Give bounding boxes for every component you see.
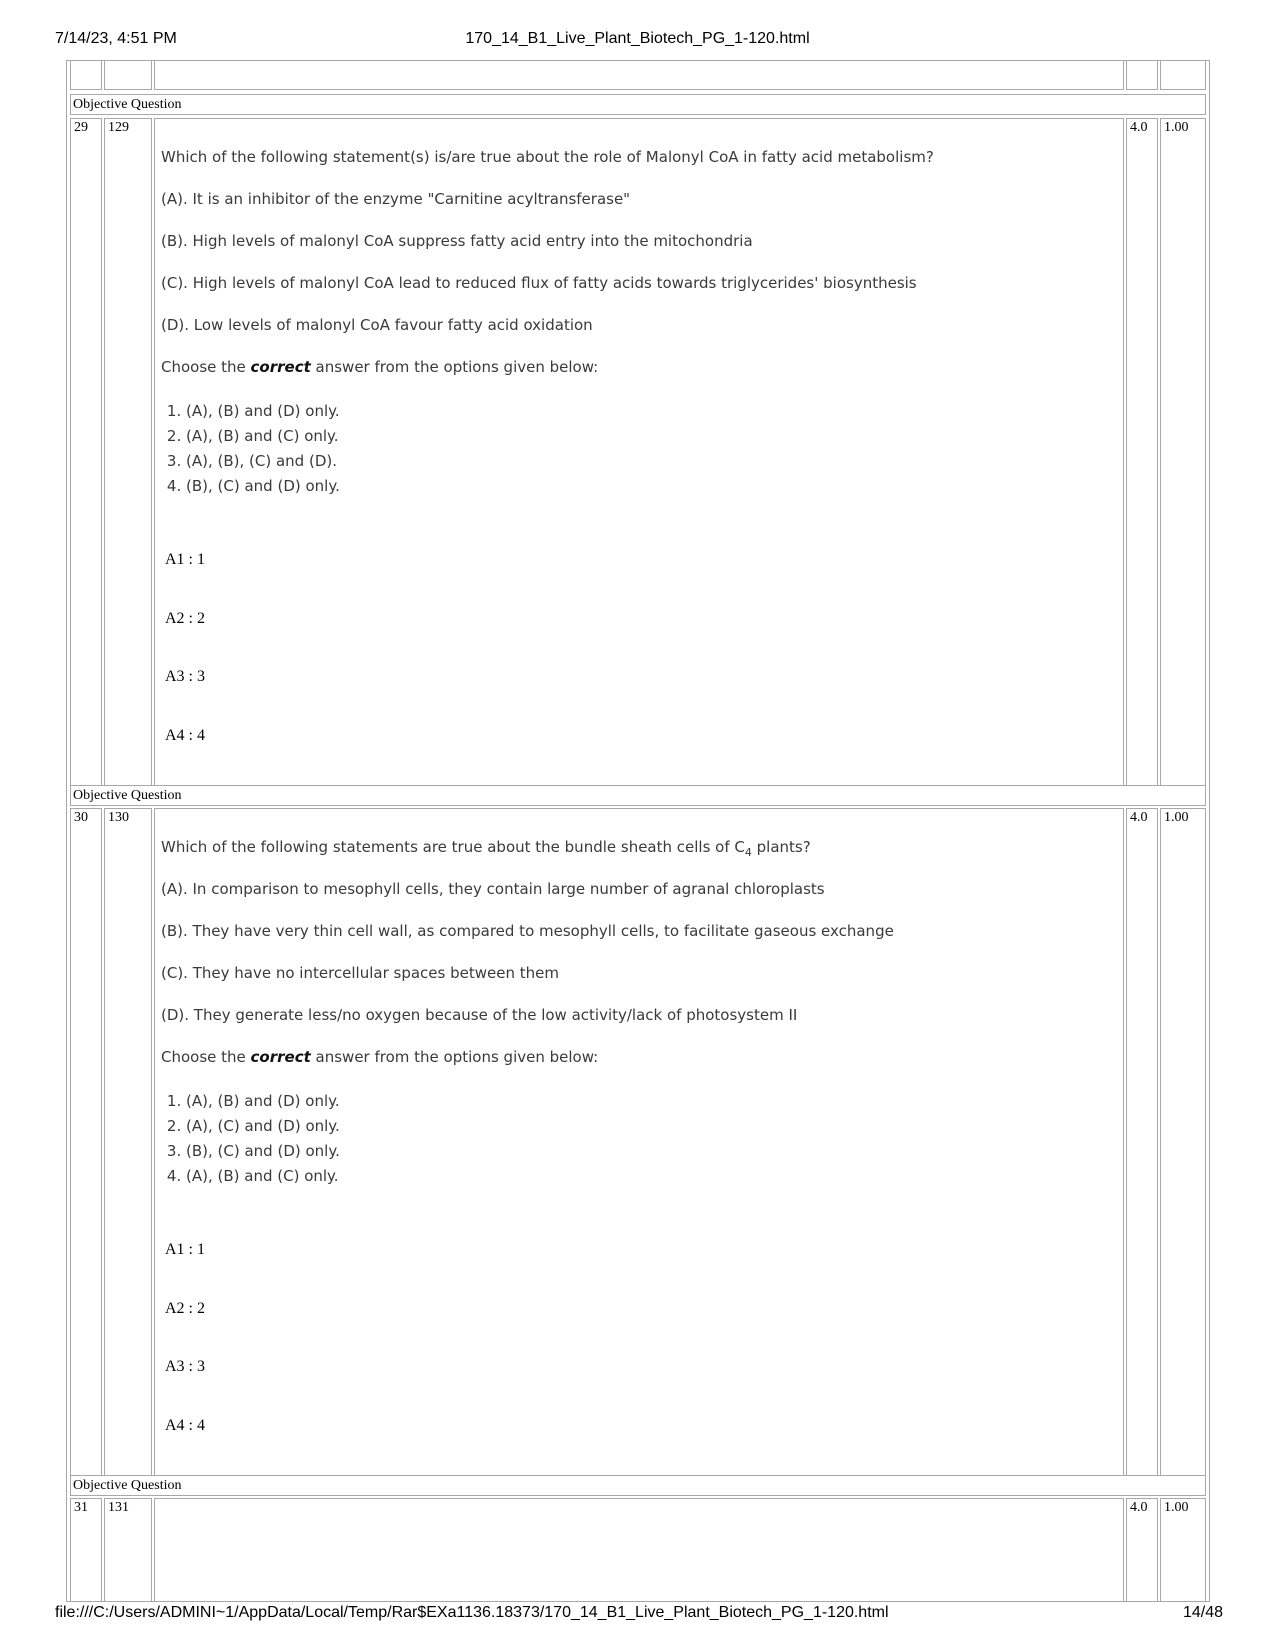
answer-item: A1 : 1	[165, 551, 205, 568]
print-page-number: 14/48	[1182, 1604, 1223, 1621]
section-label: Objective Question	[70, 785, 1206, 806]
statement: (D). Low levels of malonyl CoA favour fatty acid oxidation	[161, 316, 593, 334]
answer-item: A2 : 2	[165, 1299, 205, 1317]
negative-marks: 1.00	[1160, 118, 1206, 786]
negative-marks: 1.00	[1160, 808, 1206, 1476]
statement: (B). High levels of malonyl CoA suppress fatty acid entry into the mitochondria	[161, 232, 753, 250]
answer-item: A3 : 3	[165, 668, 205, 685]
answer-item: A4 : 4	[165, 726, 205, 744]
section-label: Objective Question	[70, 1475, 1206, 1496]
choose-instruction: Choose the correct answer from the options given below:	[161, 358, 599, 376]
option-item: 1. (A), (B) and (D) only.	[186, 399, 1121, 424]
statement: (C). They have no intercellular spaces between them	[161, 964, 559, 982]
question-cell	[154, 1498, 1124, 1602]
choose-instruction: Choose the correct answer from the options given below:	[161, 1048, 599, 1066]
serial-number: 29	[70, 118, 102, 786]
question-body	[161, 147, 1121, 499]
marks: 4.0	[1126, 118, 1158, 786]
question-number: 129	[104, 118, 152, 786]
option-list	[161, 399, 1121, 499]
subscript: 4	[744, 846, 752, 859]
option-item: 2. (A), (B) and (C) only.	[186, 424, 1121, 449]
serial-number: 31	[70, 1498, 102, 1602]
marks: 4.0	[1126, 808, 1158, 1476]
answer-list	[165, 1240, 205, 1474]
answer-item: A4 : 4	[165, 1416, 205, 1434]
statement: (A). It is an inhibitor of the enzyme "Carnitine acyltransferase"	[161, 190, 631, 208]
answer-item: A2 : 2	[165, 609, 205, 627]
question-stem: Which of the following statements are true about the bundle sheath cells of $C_4$ plants?	[161, 838, 811, 859]
answer-item: A1 : 1	[165, 1241, 205, 1258]
question-number: 130	[104, 808, 152, 1476]
statement: (C). High levels of malonyl CoA lead to reduced flux of fatty acids towards triglycerides' biosynthesis	[161, 274, 917, 292]
option-item: 4. (A), (B) and (C) only.	[186, 1164, 1121, 1189]
option-list	[161, 1089, 1121, 1189]
statement: (A). In comparison to mesophyll cells, they contain large number of agranal chloroplasts	[161, 880, 825, 898]
print-date: 7/14/23, 4:51 PM	[55, 30, 177, 47]
option-item: 4. (B), (C) and (D) only.	[186, 474, 1121, 499]
answer-list	[165, 550, 205, 784]
option-item: 3. (B), (C) and (D) only.	[186, 1139, 1121, 1164]
negative-marks: 1.00	[1160, 1498, 1206, 1602]
option-item: 3. (A), (B), (C) and (D).	[186, 449, 1121, 474]
marks: 4.0	[1126, 1498, 1158, 1602]
question-stem: Which of the following statement(s) is/are true about the role of Malonyl CoA in fatty acid metabolism?	[161, 148, 934, 166]
statement: (B). They have very thin cell wall, as compared to mesophyll cells, to facilitate gaseous exchange	[161, 922, 894, 940]
option-item: 2. (A), (C) and (D) only.	[186, 1114, 1121, 1139]
section-label: Objective Question	[70, 94, 1206, 115]
question-body	[161, 837, 1121, 1189]
print-title: 170_14_B1_Live_Plant_Biotech_PG_1-120.html	[465, 30, 810, 47]
print-file-url: file:///C:/Users/ADMINI~1/AppData/Local/Temp/Rar$EXa1136.18373/170_14_B1_Live_Plant_Biotech_PG_1-120.html	[55, 1604, 889, 1621]
answer-item: A3 : 3	[165, 1358, 205, 1375]
serial-number: 30	[70, 808, 102, 1476]
option-item: 1. (A), (B) and (D) only.	[186, 1089, 1121, 1114]
question-number: 131	[104, 1498, 152, 1602]
statement: (D). They generate less/no oxygen because of the low activity/lack of photosystem II	[161, 1006, 798, 1024]
